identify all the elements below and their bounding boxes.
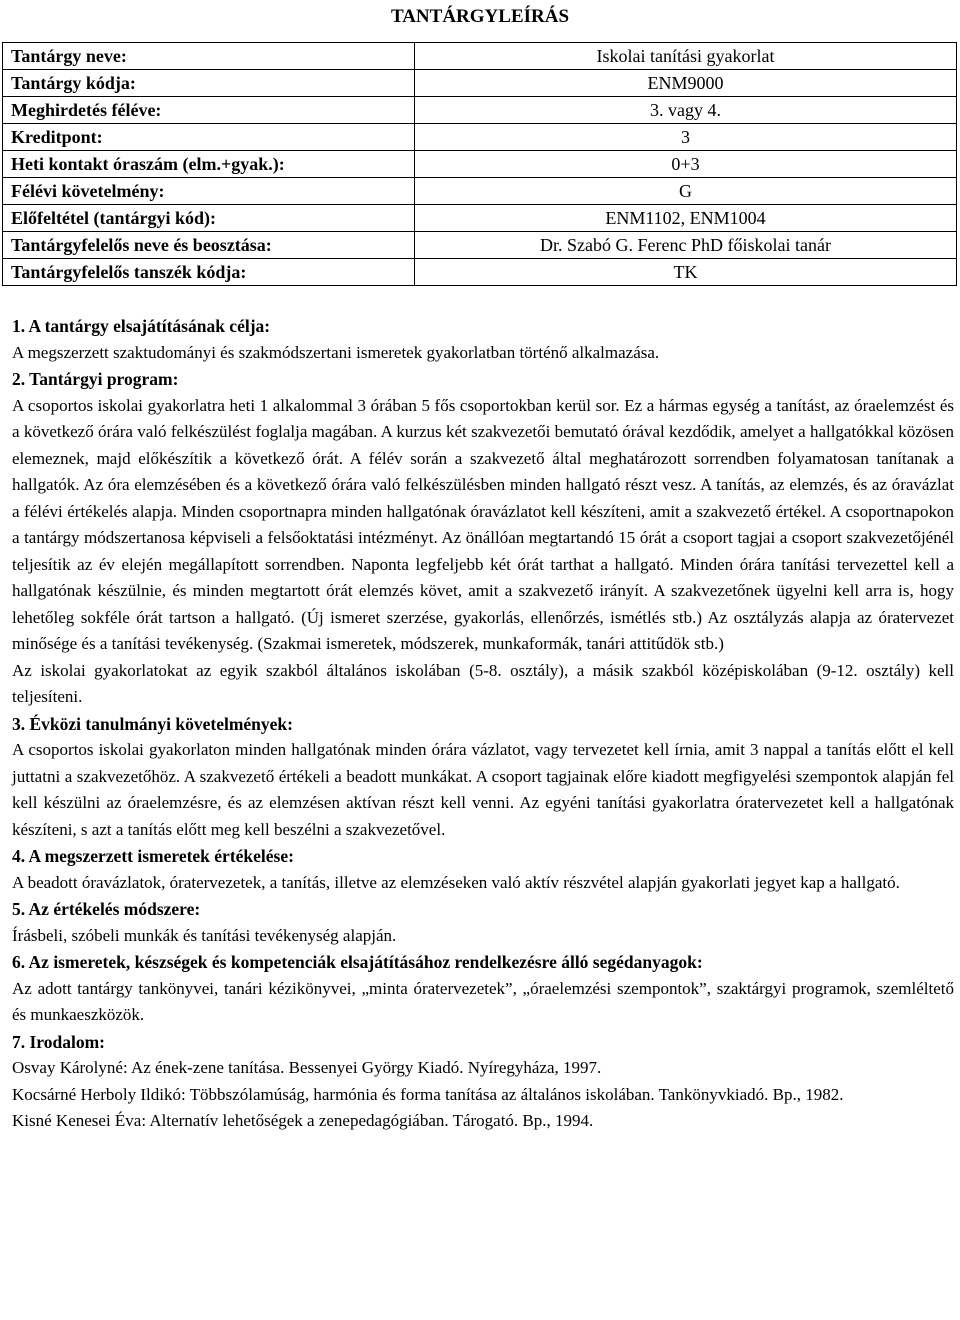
- literature-item: Osvay Károlyné: Az ének-zene tanítása. Bessenyei György Kiadó. Nyíregyháza, 1997.: [12, 1058, 602, 1077]
- info-row: [3, 205, 957, 232]
- section-3-text: A csoportos iskolai gyakorlaton minden hallgatónak minden órára vázlatot, vagy tervezetet kell írnia, amit 3 nappal a tanítás előtt el kell juttatni a szakvezetőhöz. A szakvezető értékeli a beadott munkákat. A csoport tagjainak előre kiadott megfigyelési szempontok alapján fel kell készülni az óraelemzésre, és az elemzésen aktívan részt kell venni. Az egyéni tanítási gyakorlatra óratervezetet kell a hallgatónak készíteni, s azt a tanítás előtt meg kell beszélni a szakvezetővel.: [12, 740, 954, 839]
- literature-item: Kisné Kenesei Éva: Alternatív lehetőségek a zenepedagógiában. Tárogató. Bp., 1994.: [12, 1111, 594, 1130]
- info-value: Iskolai tanítási gyakorlat: [415, 43, 957, 70]
- info-row: [3, 43, 957, 70]
- info-value: ENM1102, ENM1004: [415, 205, 957, 232]
- info-key: Tantárgy kódja:: [3, 70, 415, 97]
- info-key: Meghirdetés féléve:: [3, 97, 415, 124]
- section-1-heading: 1. A tantárgy elsajátításának célja:: [12, 316, 271, 336]
- info-key: Előfeltétel (tantárgyi kód):: [3, 205, 415, 232]
- info-row: [3, 70, 957, 97]
- info-key: Tantárgy neve:: [3, 43, 415, 70]
- document-title: TANTÁRGYLEÍRÁS: [390, 6, 570, 27]
- course-info-table: [2, 42, 957, 286]
- info-row: [3, 259, 957, 286]
- info-key: Tantárgyfelelős neve és beosztása:: [3, 232, 415, 259]
- section-3-heading: 3. Évközi tanulmányi követelmények:: [12, 713, 293, 734]
- section-7-heading: 7. Irodalom:: [12, 1031, 106, 1052]
- info-value: 3. vagy 4.: [415, 97, 957, 124]
- info-row: [3, 124, 957, 151]
- info-value: ENM9000: [415, 70, 957, 97]
- section-6-heading: 6. Az ismeretek, készségek és kompetenciák elsajátításához rendelkezésre álló segédanyagok:: [12, 952, 703, 972]
- literature-item: Kocsárné Herboly Ildikó: Többszólamúság, harmónia és forma tanítása az általános iskolában. Tankönyvkiadó. Bp., 1982.: [12, 1084, 844, 1104]
- info-value: TK: [415, 259, 957, 286]
- info-row: [3, 151, 957, 178]
- section-6-text: Az adott tantárgy tankönyvei, tanári kézikönyvei, „minta óratervezetek”, „óraelemzési szempontok”, szaktárgyi programok, szemléltető és munkaeszközök.: [12, 978, 954, 1024]
- info-key: Félévi követelmény:: [3, 178, 415, 205]
- info-row: [3, 232, 957, 259]
- section-2-text: A csoportos iskolai gyakorlatra heti 1 alkalommal 3 órában 5 fős csoportokban kerül sor. Ez a hármas egység a tanítást, az óraelemzést és a következő órára való felkészülést foglalja magában. A kurzus két szakvezetői bemutató órával kezdődik, amelyet a hallgatókkal közösen elemeznek, majd előkészítik a következő órát. A félév során a szakvezető által meghatározott sorrendben folyamatosan tanítanak a hallgatók. Az óra elemzésében és a következő órára való felkészülésben minden hallgató részt vesz. A tanítás, az elemzés, és az óravázlat a félévi értékelés alapja. Minden csoportnapra minden hallgatónak óravázlatot kell készíteni, amit a szakvezető értékel. A csoportnapokon a tantárgy módszertanosa képviseli a felsőoktatási intézményt. Az önállóan megtartandó 15 órát a csoport tagjai a csoport szakvezetőjénél teljesítik az év elején megállapított sorrendben. Naponta legfeljebb két órát tarthat a hallgató. Minden órára tanítási tervezettel kell a hallgatónak készülnie, és minden megtartott órát elemzés követ, amit a szakvezető irányít. A szakvezetőnek ügyelni kell arra is, hogy lehetőleg sokféle órát tartson a hallgató. (Új ismeret szerzése, gyakorlás, ellenőrzés, ismétlés stb.) Az osztályzás alapja az óratervezet minősége és a tanítási tevékenység. (Szakmai ismeretek, módszerek, munkaformák, tanári attitűdök stb.): [12, 395, 954, 653]
- section-5-heading: 5. Az értékelés módszere:: [12, 899, 201, 919]
- info-key: Heti kontakt óraszám (elm.+gyak.):: [3, 151, 415, 178]
- info-value: 0+3: [415, 151, 957, 178]
- info-key: Kreditpont:: [3, 124, 415, 151]
- section-5-text: Írásbeli, szóbeli munkák és tanítási tevékenység alapján.: [12, 925, 397, 945]
- document-body: [12, 313, 954, 1135]
- info-row: [3, 97, 957, 124]
- section-2-text-2: Az iskolai gyakorlatokat az egyik szakból általános iskolában (5-8. osztály), a másik szakból középiskolában (9-12. osztály) kell teljesíteni.: [12, 660, 954, 706]
- info-value: Dr. Szabó G. Ferenc PhD főiskolai tanár: [415, 232, 957, 259]
- info-row: [3, 178, 957, 205]
- section-1-text: A megszerzett szaktudományi és szakmódszertani ismeretek gyakorlatban történő alkalmazása.: [12, 342, 660, 362]
- section-4-heading: 4. A megszerzett ismeretek értékelése:: [12, 846, 294, 866]
- section-2-heading: 2. Tantárgyi program:: [12, 369, 179, 389]
- section-4-text: A beadott óravázlatok, óratervezetek, a tanítás, illetve az elemzéseken való aktív részvétel alapján gyakorlati jegyet kap a hallgató.: [12, 872, 900, 892]
- info-value: 3: [415, 124, 957, 151]
- info-value: G: [415, 178, 957, 205]
- info-key: Tantárgyfelelős tanszék kódja:: [3, 259, 415, 286]
